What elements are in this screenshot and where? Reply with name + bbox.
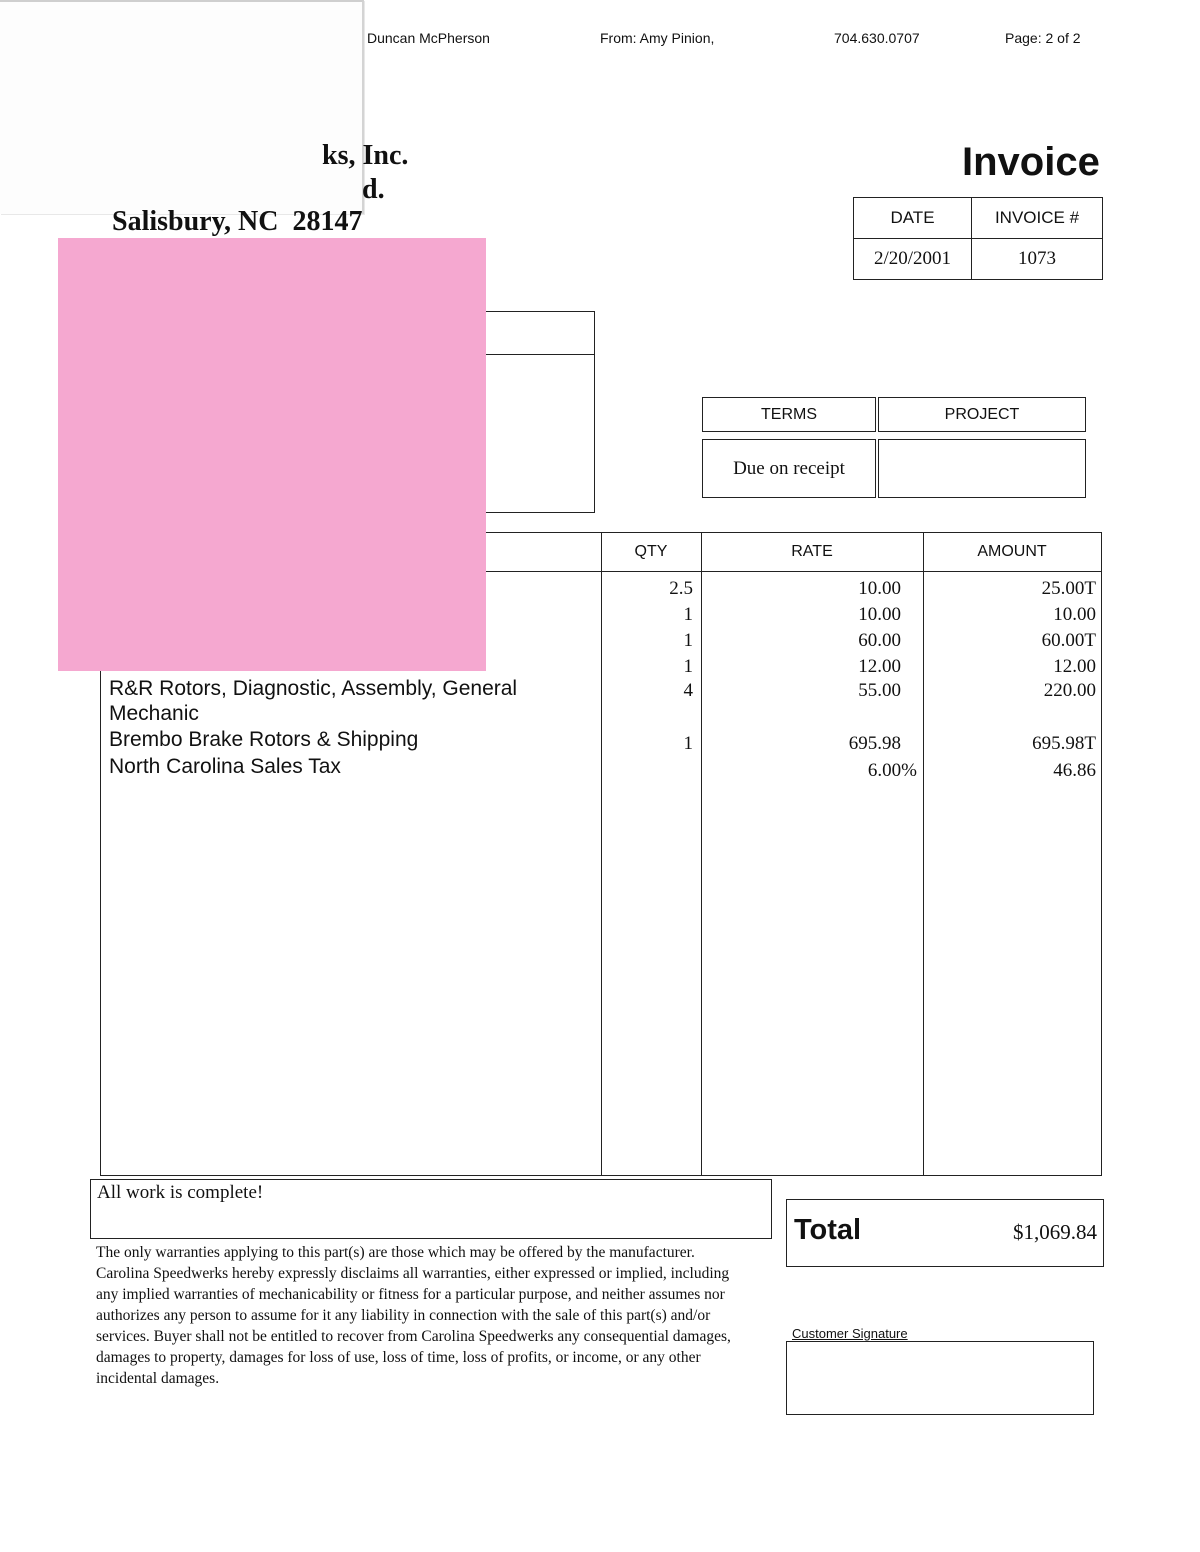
bill-to-box [484,311,595,513]
date-header: DATE [854,198,972,239]
paper-cover-patch [0,0,364,214]
item-rate: 55.00 [858,680,901,701]
rate-column-header: RATE [791,543,833,560]
sticky-note [58,238,486,671]
item-description: Brembo Brake Rotors & Shipping [109,728,419,751]
fax-page-number: Page: 2 of 2 [1005,30,1081,46]
project-header: PROJECT [877,398,1086,432]
item-qty: 1 [683,656,693,677]
fax-phone: 704.630.0707 [834,30,920,46]
amount-column-header: AMOUNT [977,543,1047,560]
warranty-disclaimer: The only warranties applying to this part(s) are those which may be offered by the manufacturer. Carolina Speedwerks hereby expressly disclaims all warranties, either expressed or implied, including any implied warranties of mechanicability or fitness for a particular purpose, and neither assumes nor authorizes any person to assume for it any liability in connection with the sale of this part(s) and/or services. Buyer shall not be entitled to recover from Carolina Speedwerks any consequential damages, damages to property, damages for loss of use, loss of time, loss of profits, or income, or any other incidental damages. [96,1244,731,1387]
document-title: Invoice [962,140,1100,184]
fax-recipient: Duncan McPherson [367,30,490,46]
total-box [786,1199,1104,1267]
terms-value: Due on receipt [703,440,878,498]
item-amount: 695.98T [1032,733,1096,754]
item-rate: 10.00 [858,578,901,599]
invoice-number-header: INVOICE # [972,198,1103,239]
item-description: R&R Rotors, Diagnostic, Assembly, General Mechanic [109,677,518,725]
total-label: Total [794,1214,862,1246]
item-rate: 12.00 [858,656,901,677]
item-amount: 60.00T [1041,630,1096,651]
company-address-fragment: d. [362,174,385,205]
item-amount: 10.00 [1053,604,1096,625]
date-invoice-table [853,197,1103,280]
company-name-fragment: ks, Inc. [322,140,409,171]
total-amount: $1,069.84 [1013,1220,1097,1244]
fax-sender: From: Amy Pinion, [600,30,715,46]
item-qty: 1 [683,604,693,625]
item-rate: 695.98 [848,733,901,754]
item-description: North Carolina Sales Tax [109,755,341,778]
item-rate: 60.00 [858,630,901,651]
item-amount: 25.00T [1041,578,1096,599]
terms-value-table [702,439,1086,498]
item-qty: 4 [683,680,693,701]
item-qty: 1 [683,630,693,651]
terms-header: TERMS [703,398,878,432]
notes-text: All work is complete! [97,1182,264,1203]
item-amount: 12.00 [1053,656,1096,677]
item-amount: 46.86 [1053,760,1096,781]
item-rate: 10.00 [858,604,901,625]
invoice-number: 1073 [972,239,1103,280]
invoice-date: 2/20/2001 [854,239,972,280]
item-qty: 2.5 [669,578,693,599]
customer-signature-label: Customer Signature [792,1326,908,1341]
company-city-line: Salisbury, NC 28147 [112,206,363,237]
notes-box [90,1179,772,1239]
item-qty: 1 [683,733,693,754]
item-rate: 6.00% [867,760,917,781]
terms-header-table [702,397,1086,432]
item-amount: 220.00 [1043,680,1096,701]
customer-signature-box [786,1341,1094,1415]
qty-column-header: QTY [634,543,668,560]
project-value [877,440,1086,498]
